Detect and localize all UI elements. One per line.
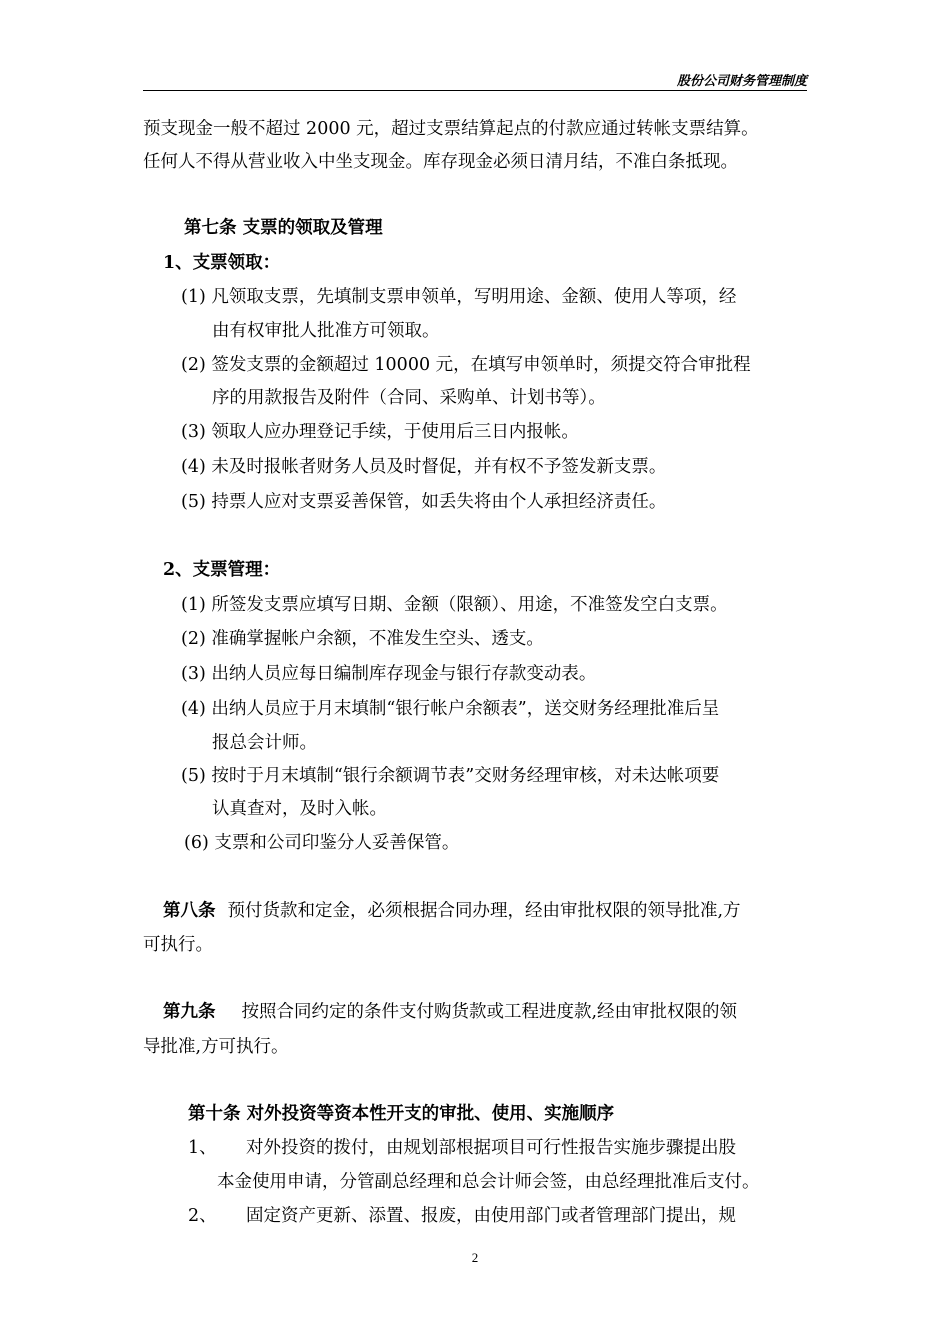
list-item: (5) 持票人应对支票妥善保管，如丢失将由个人承担经济责任。	[181, 492, 667, 512]
list-item: (1) 凡领取支票，先填制支票申领单，写明用途、金额、使用人等项，经	[181, 287, 737, 307]
list-item: 固定资产更新、添置、报废，由使用部门或者管理部门提出，规	[246, 1206, 736, 1226]
article-10-title: 第十条 对外投资等资本性开支的审批、使用、实施顺序	[188, 1104, 615, 1124]
list-item-number: 1、	[188, 1138, 217, 1158]
list-item-continuation: 由有权审批人批准方可领取。	[212, 321, 440, 341]
paragraph-line: 导批准,方可执行。	[143, 1037, 289, 1057]
list-item: (6) 支票和公司印鉴分人妥善保管。	[184, 833, 460, 853]
list-item-continuation: 认真查对，及时入帐。	[212, 799, 387, 819]
list-item: (3) 出纳人员应每日编制库存现金与银行存款变动表。	[181, 664, 597, 684]
list-item-continuation: 序的用款报告及附件（合同、采购单、计划书等）。	[212, 388, 606, 408]
section-2-title: 2、支票管理：	[163, 560, 281, 580]
list-item: (4) 出纳人员应于月末填制“银行帐户余额表”，送交财务经理批准后呈	[181, 699, 720, 719]
list-item: 对外投资的拨付，由规划部根据项目可行性报告实施步骤提出股	[246, 1138, 736, 1158]
article-9-label: 第九条	[163, 1002, 216, 1022]
list-item-number: 2、	[188, 1206, 217, 1226]
header-rule	[143, 90, 807, 91]
running-header: 股份公司财务管理制度	[676, 74, 807, 89]
list-item-continuation: 报总会计师。	[212, 733, 317, 753]
article-8-text: 预付货款和定金，必须根据合同办理，经由审批权限的领导批准,方	[227, 901, 741, 921]
article-8-line	[163, 899, 741, 923]
page-number: 2	[471, 1250, 479, 1265]
article-7-title: 第七条 支票的领取及管理	[184, 218, 383, 238]
paragraph-line: 任何人不得从营业收入中坐支现金。库存现金必须日清月结，不准白条抵现。	[143, 152, 738, 172]
paragraph-line: 预支现金一般不超过 2000 元，超过支票结算起点的付款应通过转帐支票结算。	[143, 119, 759, 139]
list-item: (5) 按时于月末填制“银行余额调节表”交财务经理审核，对未达帐项要	[181, 766, 720, 786]
list-item: (2) 签发支票的金额超过 10000 元，在填写申领单时，须提交符合审批程	[181, 355, 751, 375]
list-item: (2) 准确掌握帐户余额，不准发生空头、透支。	[181, 629, 544, 649]
list-item: (4) 未及时报帐者财务人员及时督促，并有权不予签发新支票。	[181, 457, 667, 477]
list-item-continuation: 本金使用申请，分管副总经理和总会计师会签，由总经理批准后支付。	[217, 1172, 760, 1192]
section-1-title: 1、支票领取：	[163, 253, 281, 273]
article-8-label: 第八条	[163, 901, 216, 921]
paragraph-line: 可执行。	[143, 935, 213, 955]
list-item: (1) 所签发支票应填写日期、金额（限额）、用途，不准签发空白支票。	[181, 595, 728, 615]
article-9-text: 按照合同约定的条件支付购货款或工程进度款,经由审批权限的领	[241, 1002, 738, 1022]
list-item: (3) 领取人应办理登记手续，于使用后三日内报帐。	[181, 422, 579, 442]
article-9-line	[163, 1000, 737, 1024]
